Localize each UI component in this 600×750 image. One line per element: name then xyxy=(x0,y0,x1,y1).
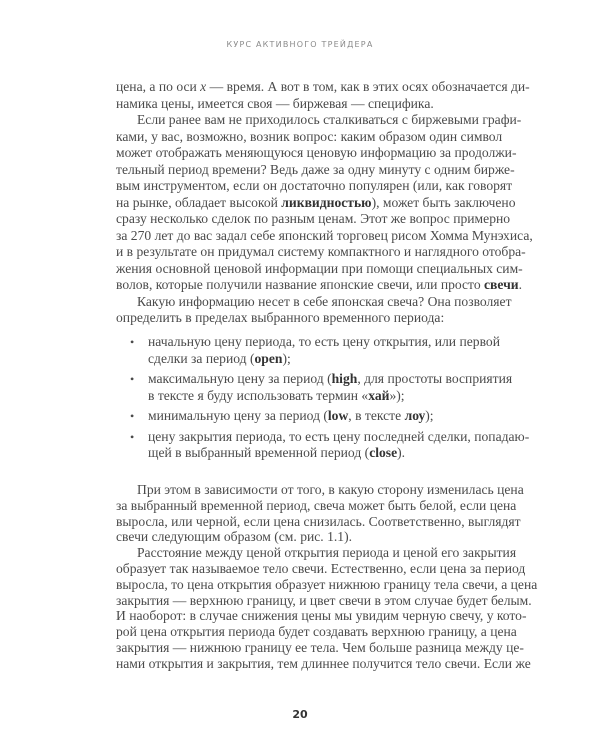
list-item xyxy=(116,334,500,367)
text-line xyxy=(116,178,513,195)
text-line xyxy=(116,277,522,294)
text-run: сразу несколько сделок по разным ценам. Этот же вопрос примерно xyxy=(116,211,511,226)
text-line xyxy=(116,655,531,672)
text-line xyxy=(116,592,532,609)
bullet-list xyxy=(116,334,530,466)
text-line xyxy=(116,112,522,129)
text-run: При этом в зависимости от того, в какую сторону изменилась цена xyxy=(137,482,524,497)
text-line xyxy=(116,576,538,593)
text-line xyxy=(116,293,512,311)
text-run: ), может быть заключено xyxy=(371,194,516,210)
text-run: . xyxy=(518,277,522,292)
list-item xyxy=(116,428,530,462)
list-item xyxy=(116,408,500,425)
text-line xyxy=(116,244,526,261)
text-run: — время. А вот в том, как в этих осях обозначается ди- xyxy=(206,79,530,94)
text-line xyxy=(148,371,513,388)
text-run: , для простоты восприятия xyxy=(357,371,513,386)
paragraph xyxy=(116,112,533,294)
page-number: 20 xyxy=(292,708,308,721)
text-run: начальную цену периода, то есть цену открытия, или первой xyxy=(148,334,500,349)
text-line xyxy=(148,408,500,425)
text-line xyxy=(116,608,527,624)
text-run: максимальную цену за период ( xyxy=(148,371,332,386)
text-line xyxy=(116,624,517,640)
text-run: цену закрытия периода, то есть цену последней сделки, попадаю- xyxy=(148,428,530,444)
paragraph xyxy=(116,293,512,327)
text-run: Если ранее вам не приходилось сталкиваться с биржевыми графи- xyxy=(137,112,522,127)
text-run: на рынке, обладает высокой xyxy=(116,194,282,210)
text-run: тельный период времени? Ведь даже за одну минуту с одним бирже- xyxy=(116,161,515,177)
text-run: и в результате он придумал систему компактного и наглядного отобра- xyxy=(116,244,526,259)
text-run: ); xyxy=(425,408,434,423)
text-line xyxy=(148,428,530,446)
bold-term: лоу xyxy=(404,408,426,423)
text-run: намика цены, имеется своя — биржевая — специфика. xyxy=(116,95,434,111)
bold-term: свечи xyxy=(484,277,519,292)
text-run: И наоборот: в случае снижения цены мы увидим черную свечу, у кото- xyxy=(116,608,527,624)
text-run: ). xyxy=(397,445,406,460)
bullet-icon: • xyxy=(130,335,135,349)
text-run: вым инструментом, если он достаточно популярен (или, как говорят xyxy=(116,178,513,193)
text-run: закрытия — верхнюю границу, и цвет свечи в этом случае будет белым. xyxy=(116,592,532,608)
text-line xyxy=(116,497,517,514)
text-run: выросла, или черной, если цена снизилась. Соответственно, выглядят xyxy=(116,513,521,529)
text-line xyxy=(116,260,523,278)
text-run: может отображать меняющуюся ценовую информацию за продолжи- xyxy=(116,145,517,160)
text-run: образует так называемое тело свечи. Естественно, если цена за период xyxy=(116,560,526,576)
text-run: за 270 лет до вас задал себе японский торговец рисом Хомма Мунэхиса, xyxy=(116,227,533,243)
text-line xyxy=(116,211,511,228)
bold-term: close xyxy=(369,445,398,460)
text-run: »); xyxy=(389,387,405,403)
text-line xyxy=(148,334,500,351)
text-run: выросла, то цена открытия образует нижнюю границу тела свечи, а цена xyxy=(116,576,538,592)
text-run: определить в пределах выбранного временного периода: xyxy=(116,310,445,325)
text-line xyxy=(148,388,500,405)
text-line xyxy=(116,482,524,498)
text-run: цена, а по оси xyxy=(116,79,201,94)
text-run: , в тексте xyxy=(348,408,405,423)
bullet-icon: • xyxy=(130,372,135,386)
text-run: Расстояние между ценой открытия периода и ценой его закрытия xyxy=(137,545,517,561)
paragraph xyxy=(116,545,538,671)
bold-term: open xyxy=(254,350,283,366)
text-run: Какую информацию несет в себе японская свеча? Она позволяет xyxy=(137,293,512,309)
text-line xyxy=(116,79,530,96)
bold-term: low xyxy=(327,408,349,423)
text-line xyxy=(116,560,526,577)
paragraph xyxy=(116,482,524,545)
text-line xyxy=(116,310,500,327)
text-run: закрытия — нижнюю границу ее тела. Чем больше разница между це- xyxy=(116,639,524,655)
text-line xyxy=(116,128,503,146)
text-line xyxy=(116,529,500,545)
text-block-2 xyxy=(116,482,538,672)
bold-term: high xyxy=(331,371,358,386)
text-line xyxy=(116,545,517,561)
italic-term: x xyxy=(200,79,207,94)
text-run: свечи следующим образом (см. рис. 1.1). xyxy=(116,529,353,545)
bullet-icon: • xyxy=(130,429,135,444)
bold-term: хай xyxy=(368,387,390,403)
text-run: волов, которые получили название японские свечи, или просто xyxy=(116,277,485,292)
paragraph xyxy=(116,79,530,112)
text-block-1 xyxy=(116,79,533,327)
text-run: минимальную цену за период ( xyxy=(148,408,328,423)
text-line xyxy=(116,513,521,530)
text-run: сделки за период ( xyxy=(148,350,255,366)
running-header: КУРС АКТИВНОГО ТРЕЙДЕРА xyxy=(226,40,374,49)
text-run: ками, у вас, возможно, возник вопрос: каким образом один символ xyxy=(116,128,503,144)
text-line xyxy=(116,145,517,162)
text-line xyxy=(116,161,515,179)
text-run: в тексте я буду использовать термин « xyxy=(148,387,369,403)
text-line xyxy=(116,639,524,656)
text-line xyxy=(148,445,500,462)
text-run: за выбранный временной период, свеча может быть белой, если цена xyxy=(116,497,517,513)
text-run: рой цена открытия периода будет создавать верхнюю границу, а цена xyxy=(116,624,517,640)
text-run: ); xyxy=(282,350,291,366)
text-line xyxy=(116,194,516,212)
text-line xyxy=(116,96,500,113)
bold-term: ликвидностью xyxy=(281,194,372,210)
text-line xyxy=(116,227,533,245)
text-run: жения основной ценовой информации при помощи специальных сим- xyxy=(116,260,523,276)
text-run: нами открытия и закрытия, тем длиннее получится тело свечи. Если же xyxy=(116,655,531,671)
text-run: щей в выбранный временной период ( xyxy=(148,445,370,460)
list-item xyxy=(116,371,513,404)
text-line xyxy=(148,351,500,368)
bullet-icon: • xyxy=(130,409,135,423)
